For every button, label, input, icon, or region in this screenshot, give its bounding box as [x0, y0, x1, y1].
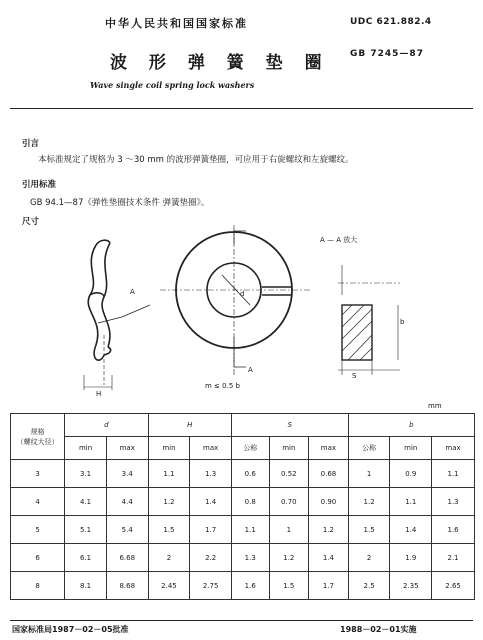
udc-code: UDC 621.882.4: [350, 17, 432, 27]
table-row: [11, 544, 475, 572]
scope-heading: 引言: [22, 139, 40, 149]
table-cell: 2.35: [390, 572, 432, 600]
section-view: [338, 265, 400, 375]
table-cell: 2.65: [432, 572, 475, 600]
table-cell: 0.52: [269, 460, 309, 488]
table-cell: 1.6: [432, 516, 475, 544]
group-header-h: H: [148, 414, 231, 437]
dimensions-table: [10, 413, 475, 600]
table-cell: 8: [11, 572, 65, 600]
table-cell: 1.5: [348, 516, 390, 544]
scope-text: 本标准规定了规格为 3 ～30 mm 的波形弹簧垫圈，可应用于右旋螺纹和左旋螺纹。: [38, 155, 354, 165]
label-d: d: [240, 290, 245, 298]
table-cell: 1.3: [190, 460, 232, 488]
table-cell: 2.1: [432, 544, 475, 572]
table-cell: 1.2: [348, 488, 390, 516]
sub-header: max: [432, 437, 475, 460]
sub-header: min: [390, 437, 432, 460]
table-cell: 1.1: [148, 460, 190, 488]
table-cell: 1.4: [190, 488, 232, 516]
table-cell: 1.3: [231, 544, 269, 572]
sub-header: 公称: [348, 437, 390, 460]
table-cell: 1.4: [390, 516, 432, 544]
table-cell: 1.7: [190, 516, 232, 544]
label-s: S: [352, 372, 357, 380]
table-cell: 0.8: [231, 488, 269, 516]
approved-date: 国家标准局1987－02－05批准: [12, 625, 129, 634]
header-rule: [10, 108, 473, 109]
table-cell: 1.9: [390, 544, 432, 572]
sub-header: max: [190, 437, 232, 460]
table-cell: 2: [148, 544, 190, 572]
document-title: 波 形 弹 簧 垫 圈: [110, 53, 330, 73]
table-cell: 2.75: [190, 572, 232, 600]
top-view: [160, 225, 310, 375]
table-cell: 1: [348, 460, 390, 488]
table-cell: 6: [11, 544, 65, 572]
table-row: [11, 488, 475, 516]
table-cell: 1.7: [309, 572, 349, 600]
sub-header: max: [309, 437, 349, 460]
table-cell: 3.1: [65, 460, 107, 488]
implemented-date: 1988－02－01实施: [340, 625, 417, 634]
table-cell: 1.2: [309, 516, 349, 544]
table-cell: 1.1: [432, 460, 475, 488]
spec-header-cell: [11, 414, 65, 460]
table-cell: 2.2: [190, 544, 232, 572]
group-header-d: d: [65, 414, 148, 437]
spec-header-sub: （螺纹大径）: [16, 437, 59, 446]
table-cell: 1: [269, 516, 309, 544]
table-cell: 6.1: [65, 544, 107, 572]
table-cell: 3.4: [106, 460, 148, 488]
table-cell: 1.5: [269, 572, 309, 600]
label-b: b: [400, 318, 405, 326]
ref-heading: 引用标准: [22, 180, 57, 190]
table-row: [11, 516, 475, 544]
label-h: H: [96, 390, 102, 398]
table-cell: 0.68: [309, 460, 349, 488]
spec-header: 规格: [30, 427, 45, 436]
dim-heading: 尺寸: [22, 217, 40, 227]
group-header-s: S: [231, 414, 348, 437]
table-cell: 0.70: [269, 488, 309, 516]
sub-header: min: [148, 437, 190, 460]
table-row: [11, 572, 475, 600]
table-cell: 4.1: [65, 488, 107, 516]
table-cell: 0.6: [231, 460, 269, 488]
table-cell: 2.45: [148, 572, 190, 600]
sub-header: min: [269, 437, 309, 460]
sub-header: min: [65, 437, 107, 460]
ref-text: GB 94.1—87《弹性垫圈技术条件 弹簧垫圈》。: [30, 198, 210, 208]
table-cell: 1.1: [231, 516, 269, 544]
table-cell: 0.9: [390, 460, 432, 488]
table-cell: 6.68: [106, 544, 148, 572]
table-cell: 8.1: [65, 572, 107, 600]
table-cell: 5.1: [65, 516, 107, 544]
table-cell: 4.4: [106, 488, 148, 516]
table-cell: 4: [11, 488, 65, 516]
table-cell: 0.90: [309, 488, 349, 516]
table-cell: 1.3: [432, 488, 475, 516]
gb-code: GB 7245—87: [350, 49, 424, 59]
side-view: [84, 240, 150, 390]
standard-body-title: 中华人民共和国国家标准: [105, 17, 248, 30]
table-row: [11, 460, 475, 488]
section-view-label: A — A 放大: [320, 236, 358, 244]
label-a-right: A: [248, 366, 253, 374]
table-cell: 1.6: [231, 572, 269, 600]
sub-header: 公称: [231, 437, 269, 460]
unit-label: mm: [428, 402, 442, 410]
table-cell: 1.5: [148, 516, 190, 544]
group-header-b: b: [348, 414, 474, 437]
table-cell: 1.1: [390, 488, 432, 516]
footer-rule: [10, 620, 473, 621]
english-title: Wave single coil spring lock washers: [90, 80, 255, 90]
table-cell: 3: [11, 460, 65, 488]
table-cell: 8.68: [106, 572, 148, 600]
table-cell: 1.2: [148, 488, 190, 516]
table-cell: 2: [348, 544, 390, 572]
table-cell: 5.4: [106, 516, 148, 544]
table-cell: 5: [11, 516, 65, 544]
table-cell: 1.2: [269, 544, 309, 572]
table-cell: 2.5: [348, 572, 390, 600]
label-a-left: A: [130, 288, 135, 296]
sub-header: max: [106, 437, 148, 460]
table-cell: 1.4: [309, 544, 349, 572]
label-m: m ≤ 0.5 b: [205, 382, 240, 390]
washer-drawing: [0, 225, 483, 410]
